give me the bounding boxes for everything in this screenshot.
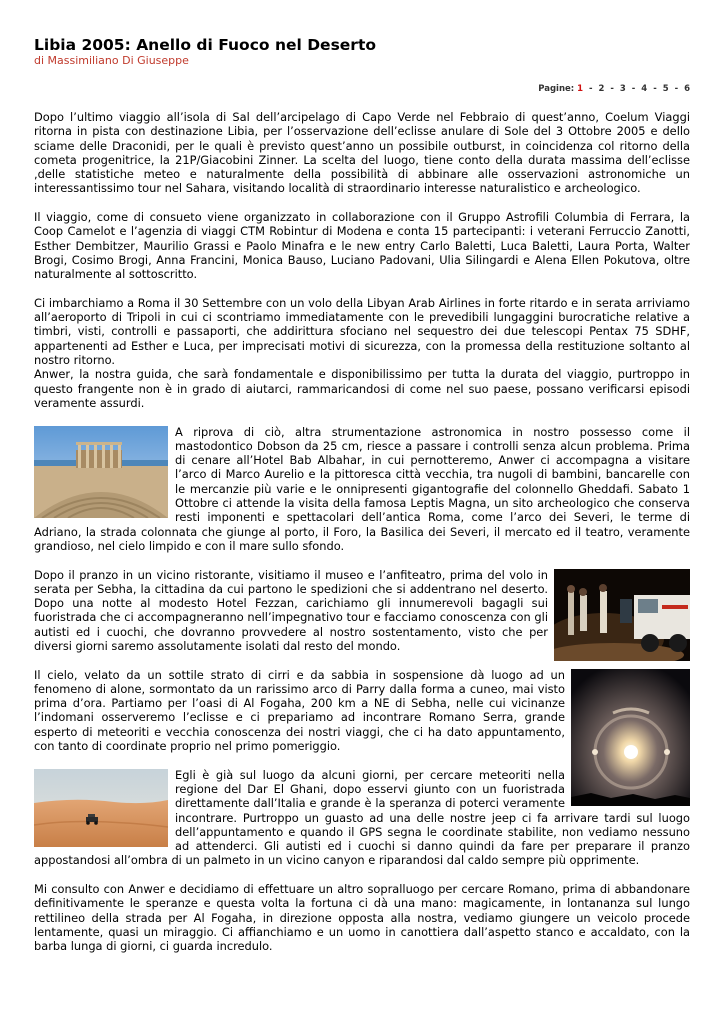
pagination-separator: - xyxy=(653,84,657,94)
pagination-link-6[interactable]: 6 xyxy=(684,84,690,94)
pagination-separator: - xyxy=(610,84,614,94)
night-group-photo[interactable] xyxy=(554,569,690,661)
article-title: Libia 2005: Anello di Fuoco nel Deserto xyxy=(34,36,377,54)
paragraph-participants: Il viaggio, come di consueto viene organizzato in collaborazione con il Gruppo Astrofili Columbia di Ferrara, la Coop Camelot e l’agenzia di viaggi CTM Robintur di Modena e conta 15 partecipanti: i veterani Ferruccio Zanotti, Esther Dembitzer, Maurilio Grassi e Paolo Minafra e le new entry Carlo Baletti, Luca Baletti, Laura Porta, Walter Brogi, Cosimo Brogi, Anna Francini, Monica Bauso, Luciano Padovani, Ulia Silingardi e Alena Ellen Pokutova, oltre naturalmente al sottoscritto. xyxy=(34,210,690,282)
paragraph-intro: Dopo l’ultimo viaggio all’isola di Sal dell’arcipelago di Capo Verde nel Febbraio di quest’anno, Coelum Viaggi ritorna in pista con destinazione Libia, per l’osservazione dell’eclisse anulare di Sole del 3 Ottobre 2005 e dello sciame delle Draconidi, per le quali è previsto quest’anno un possibile outburst, in coincidenza col ritorno della cometa progenitrice, la 21P/Giacobini Zinner. La scelta del luogo, tiene conto della durata massima dell’eclisse ,delle statistiche meteo e naturalmente della possibilità di abbinare alle osservazioni astronomiche un interessantissimo tour nel Sahara, visitando località di straordinario interesse naturalistico e archeologico. xyxy=(34,110,690,196)
leptis-magna-photo[interactable] xyxy=(34,426,168,518)
pagination-separator: - xyxy=(631,84,636,94)
desert-dunes-illustration xyxy=(34,769,168,847)
pagination xyxy=(538,84,690,94)
halo-sun-illustration xyxy=(571,669,690,806)
pagination-separator: - xyxy=(674,84,679,94)
pagination-link-2[interactable]: 2 xyxy=(598,84,605,94)
article-body xyxy=(34,110,690,968)
paragraph-halo-romano: Il cielo, velato da un sottile strato di cirri e da sabbia in sospensione dà luogo ad un fenomeno di alone, sormontato da un rarissimo arco di Parry dalla forma a cuneo, mai visto prima d’ora. Partiamo per l’oasi di Al Fogaha, 200 km a NE di Sebha, nelle cui vicinanze l’indomani osserveremo l’eclisse e ci prepariamo ad incontrare Romano Serra, grande esperto di meteoriti e vecchia conoscenza dei nostri viaggi, che ci ha dato appuntamento, con tanto di coordinate proprio nel primo pomeriggio. xyxy=(34,667,565,754)
paragraph-tripoli-leptis: A riprova di ciò, altra strumentazione astronomica in nostro possesso come il mastodontico Dobson da 25 cm, riesce a passare i controlli senza alcun problema. Prima di cenare all’Hotel Bab Albahar, in cui pernotteremo, Anwer ci accompagna a visitare l’arco di Marco Aurelio e la pittoresca città vecchia, tra nugoli di bambini, bancarelle con le mercanzie più varie e le onnipresenti gigantografie del colonnello Gheddafi. Sabato 1 Ottobre ci attende la visita della famosa Leptis Magna, un sito archeologico che conserva resti imponenti e spettacolari dell’antica Roma, come l’arco dei Severi, le terme di Adriano, la strada colonnata che giunge al porto, il Foro, la Basilica dei Severi, il mercato ed il teatro, veramente grandioso, nel cielo limpido e con il mare sullo sfondo. xyxy=(34,424,690,553)
pagination-link-3[interactable]: 3 xyxy=(619,84,626,94)
pagination-current-page: 1 xyxy=(577,84,584,94)
pagination-link-4[interactable]: 4 xyxy=(641,84,648,94)
desert-jeep-photo[interactable] xyxy=(34,769,168,847)
paragraph-meteorites: Egli è già sul luogo da alcuni giorni, per cercare meteoriti nella regione del Dar El Ghani, dopo esservi giunto con un fuoristrada direttamente dall’Italia e grande è la speranza di poterci veramente incontrare. Purtroppo un guasto ad una delle nostre jeep ci fa arrivare tardi sul luogo dell’appuntamento e quando il GPS segna le coordinate stabilite, non vediamo nessuno ad attenderci. Gli autisti ed i cuochi si danno quindi da fare per preparare il pranzo appostandosi all’ombra di un palmeto in un vicino canyon e riparandosi dal caldo sempre più opprimente. xyxy=(34,767,690,868)
night-camp-illustration xyxy=(554,569,690,661)
pagination-separator: - xyxy=(589,84,593,94)
pagination-label: Pagine: xyxy=(538,84,575,94)
article-author[interactable]: di Massimiliano Di Giuseppe xyxy=(34,54,189,67)
halo-parry-arc-photo[interactable] xyxy=(571,669,690,806)
paragraph-guide-text: Anwer, la nostra guida, che sarà fondamentale e disponibilissimo per tutta la durata del viaggio, purtroppo in questo frangente non è in grado di aiutarci, rammaricandosi di come nel suo paese, possano verificarsi episodi veramente assurdi. xyxy=(34,367,690,410)
pagination-link-5[interactable]: 5 xyxy=(662,84,669,94)
paragraph-encounter: Mi consulto con Anwer e decidiamo di effettuare un altro sopralluogo per cercare Romano, prima di abbandonare definitivamente le speranze e questa volta la fortuna ci dà una mano: magicamente, in lontananza sul lungo rettilineo della strada per Al Fogaha, in direzione opposta alla nostra, vediamo giungere un veicolo procede lentamente, quasi un miraggio. Ci affianchiamo e un uomo in canottiera dall’aspetto stanco e accaldato, con la barba lunga di giorni, ci guarda incredulo. xyxy=(34,882,690,954)
paragraph-arrival-text: Ci imbarchiamo a Roma il 30 Settembre con un volo della Libyan Arab Airlines in forte ritardo e in serata arriviamo all’aeroporto di Tripoli in cui ci scontriamo immediatamente con le prevedibili lungaggini burocratiche relative a timbri, visti, controlli e passaporti, che addirittura sfociano nel sequestro dei due telescopi Pentax 75 SDHF, appartenenti ad Esther e Luca, per imprecisati motivi di sicurezza, con la promessa della restituzione soltanto al nostro ritorno. xyxy=(34,295,690,368)
paragraph-arrival xyxy=(34,296,690,410)
leptis-magna-illustration xyxy=(34,426,168,518)
paragraph-sebha: Dopo il pranzo in un vicino ristorante, visitiamo il museo e l’anfiteatro, prima del volo in serata per Sebha, la cittadina da cui partono le spedizioni che si addentrano nel deserto. Dopo una notte al modesto Hotel Fezzan, carichiamo gli innumerevoli bagagli sui fuoristrada che ci accompagneranno nell’impegnativo tour e facciamo conoscenza con gli autisti ed i cuochi, che dovranno provvedere al nostro sostentamento, visto che per diversi giorni saremo assolutamente isolati dal resto del mondo. xyxy=(34,567,548,653)
